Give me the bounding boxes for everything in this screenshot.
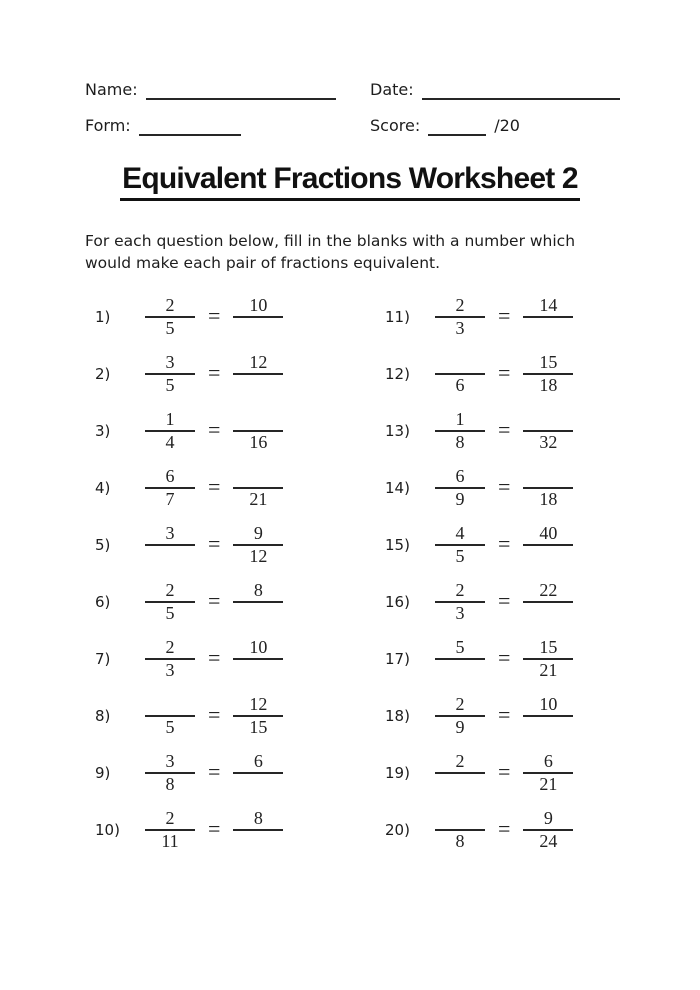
fraction-numerator: 14 (539, 294, 558, 315)
fraction-right (233, 295, 283, 339)
fraction-denominator: 8 (455, 431, 465, 452)
fraction-denominator: 3 (455, 602, 465, 623)
fraction-denominator: 11 (161, 830, 179, 851)
fraction-left (435, 808, 485, 852)
fraction-numerator (545, 466, 551, 487)
fraction-denominator (255, 603, 261, 624)
problem-label: 15) (385, 535, 410, 554)
fraction-denominator: 18 (539, 374, 558, 395)
fraction-left (435, 694, 485, 738)
fraction-right (523, 466, 573, 510)
fraction-denominator: 3 (455, 317, 465, 338)
date-blank-line (422, 84, 620, 100)
score-label: Score: (370, 116, 421, 135)
fraction-left (145, 580, 195, 624)
fraction-left (145, 523, 195, 567)
problem-row (95, 630, 355, 687)
equals-sign: = (498, 359, 511, 385)
fraction-denominator (255, 660, 261, 681)
problem-label: 20) (385, 820, 410, 839)
problem-row (95, 687, 355, 744)
fraction-right (523, 295, 573, 339)
fraction-numerator: 2 (165, 579, 175, 600)
fraction-right (523, 694, 573, 738)
fraction-denominator: 8 (455, 830, 465, 851)
fraction-right (523, 409, 573, 453)
equals-sign: = (208, 644, 221, 670)
problem-label: 6) (95, 592, 111, 611)
fraction-denominator (457, 660, 463, 681)
problem-row (385, 687, 645, 744)
fraction-right (233, 523, 283, 567)
fraction-denominator: 3 (165, 659, 175, 680)
problem-label: 14) (385, 478, 410, 497)
problem-label: 1) (95, 307, 111, 326)
fraction-denominator: 21 (539, 659, 558, 680)
equals-sign: = (498, 815, 511, 841)
fraction-numerator: 12 (249, 351, 268, 372)
fraction-numerator: 12 (249, 693, 268, 714)
equals-sign: = (498, 758, 511, 784)
header-section (0, 0, 700, 136)
fraction-right (523, 808, 573, 852)
fraction-left (435, 466, 485, 510)
problem-row (385, 459, 645, 516)
fraction-left (435, 751, 485, 795)
date-field (370, 80, 620, 100)
fraction-numerator: 9 (253, 522, 263, 543)
fraction-numerator: 1 (165, 408, 175, 429)
fraction-left (435, 352, 485, 396)
fraction-numerator: 6 (165, 465, 175, 486)
fraction-denominator: 5 (455, 545, 465, 566)
fraction-denominator: 21 (539, 773, 558, 794)
fraction-numerator: 6 (455, 465, 465, 486)
fraction-right (233, 409, 283, 453)
equals-sign: = (208, 758, 221, 784)
problem-row (385, 402, 645, 459)
problems-column-right (385, 288, 645, 858)
fraction-right (523, 751, 573, 795)
problem-label: 7) (95, 649, 111, 668)
fraction-denominator: 12 (249, 545, 268, 566)
fraction-numerator: 8 (253, 579, 263, 600)
problem-row (385, 630, 645, 687)
fraction-left (145, 352, 195, 396)
fraction-left (145, 466, 195, 510)
fraction-numerator (545, 409, 551, 430)
fraction-numerator: 22 (539, 579, 558, 600)
fraction-right (233, 751, 283, 795)
fraction-denominator (255, 774, 261, 795)
problem-row (95, 573, 355, 630)
fraction-numerator: 8 (253, 807, 263, 828)
fraction-left (435, 295, 485, 339)
equals-sign: = (208, 416, 221, 442)
form-label: Form: (85, 116, 131, 135)
fraction-right (523, 352, 573, 396)
problem-row (385, 573, 645, 630)
equals-sign: = (208, 530, 221, 556)
problem-label: 9) (95, 763, 111, 782)
equals-sign: = (498, 473, 511, 499)
fraction-numerator: 9 (543, 807, 553, 828)
fraction-numerator: 6 (543, 750, 553, 771)
problem-row (95, 801, 355, 858)
fraction-left (145, 409, 195, 453)
problem-row (95, 744, 355, 801)
worksheet-title: Equivalent Fractions Worksheet 2 (120, 162, 580, 201)
fraction-denominator (545, 603, 551, 624)
fraction-numerator: 10 (539, 693, 558, 714)
fraction-right (523, 523, 573, 567)
problem-row (385, 288, 645, 345)
fraction-denominator: 21 (249, 488, 268, 509)
fraction-numerator: 3 (165, 351, 175, 372)
fraction-denominator: 9 (455, 488, 465, 509)
equals-sign: = (498, 701, 511, 727)
form-blank-line (139, 120, 241, 136)
fraction-numerator: 4 (455, 522, 465, 543)
problems-grid (95, 288, 645, 858)
fraction-denominator: 5 (165, 602, 175, 623)
problem-label: 10) (95, 820, 120, 839)
problem-row (95, 516, 355, 573)
instructions-text: For each question below, fill in the blanks with a number which would make each pair of fractions equivalent. (85, 232, 576, 272)
fraction-numerator: 2 (165, 636, 175, 657)
fraction-left (145, 751, 195, 795)
fraction-numerator: 2 (455, 294, 465, 315)
equals-sign: = (208, 359, 221, 385)
fraction-right (523, 580, 573, 624)
problem-row (95, 459, 355, 516)
problem-row (385, 516, 645, 573)
fraction-denominator (167, 546, 173, 567)
name-field (85, 80, 370, 100)
problem-label: 4) (95, 478, 111, 497)
fraction-right (523, 637, 573, 681)
score-blank-line (428, 120, 486, 136)
fraction-left (145, 295, 195, 339)
fraction-numerator: 15 (539, 351, 558, 372)
problem-row (385, 744, 645, 801)
problem-row (95, 345, 355, 402)
problems-column-left (95, 288, 355, 858)
fraction-numerator: 2 (165, 807, 175, 828)
fraction-denominator: 18 (539, 488, 558, 509)
fraction-denominator (545, 318, 551, 339)
problem-row (385, 345, 645, 402)
fraction-numerator (255, 466, 261, 487)
fraction-left (435, 523, 485, 567)
form-field (85, 116, 370, 136)
fraction-numerator (457, 808, 463, 829)
score-field (370, 116, 612, 136)
header-row-1 (85, 80, 612, 100)
problem-label: 2) (95, 364, 111, 383)
fraction-left (145, 808, 195, 852)
fraction-denominator (255, 375, 261, 396)
fraction-numerator: 10 (249, 294, 268, 315)
fraction-numerator: 2 (165, 294, 175, 315)
fraction-left (435, 580, 485, 624)
problem-label: 11) (385, 307, 410, 326)
fraction-denominator (255, 831, 261, 852)
problem-label: 8) (95, 706, 111, 725)
problem-label: 17) (385, 649, 410, 668)
fraction-denominator: 15 (249, 716, 268, 737)
fraction-numerator: 5 (455, 636, 465, 657)
problem-row (95, 402, 355, 459)
fraction-denominator: 24 (539, 830, 558, 851)
equals-sign: = (498, 587, 511, 613)
problem-row (95, 288, 355, 345)
fraction-right (233, 808, 283, 852)
fraction-denominator: 5 (165, 374, 175, 395)
equals-sign: = (208, 815, 221, 841)
equals-sign: = (498, 416, 511, 442)
equals-sign: = (498, 644, 511, 670)
fraction-numerator: 1 (455, 408, 465, 429)
fraction-denominator (457, 774, 463, 795)
fraction-numerator: 40 (539, 522, 558, 543)
problem-row (385, 801, 645, 858)
problem-label: 5) (95, 535, 111, 554)
fraction-denominator (255, 318, 261, 339)
fraction-left (145, 637, 195, 681)
equals-sign: = (208, 701, 221, 727)
fraction-right (233, 694, 283, 738)
fraction-denominator: 8 (165, 773, 175, 794)
fraction-numerator (255, 409, 261, 430)
date-label: Date: (370, 80, 414, 99)
problem-label: 13) (385, 421, 410, 440)
fraction-numerator (167, 694, 173, 715)
score-total: /20 (494, 116, 520, 135)
fraction-numerator: 3 (165, 750, 175, 771)
fraction-numerator (457, 352, 463, 373)
fraction-numerator: 2 (455, 750, 465, 771)
problem-label: 19) (385, 763, 410, 782)
fraction-left (145, 694, 195, 738)
fraction-numerator: 3 (165, 522, 175, 543)
fraction-left (435, 637, 485, 681)
equals-sign: = (208, 302, 221, 328)
fraction-numerator: 15 (539, 636, 558, 657)
equals-sign: = (498, 530, 511, 556)
fraction-numerator: 6 (253, 750, 263, 771)
title-section (0, 162, 700, 201)
fraction-left (435, 409, 485, 453)
fraction-right (233, 637, 283, 681)
fraction-denominator: 6 (455, 374, 465, 395)
fraction-right (233, 580, 283, 624)
fraction-denominator: 5 (165, 716, 175, 737)
header-row-2 (85, 116, 612, 136)
fraction-denominator (545, 546, 551, 567)
fraction-denominator: 16 (249, 431, 268, 452)
fraction-denominator (545, 717, 551, 738)
problem-label: 16) (385, 592, 410, 611)
problem-label: 3) (95, 421, 111, 440)
fraction-denominator: 32 (539, 431, 558, 452)
name-label: Name: (85, 80, 138, 99)
equals-sign: = (498, 302, 511, 328)
fraction-numerator: 2 (455, 693, 465, 714)
fraction-numerator: 2 (455, 579, 465, 600)
equals-sign: = (208, 587, 221, 613)
problem-label: 18) (385, 706, 410, 725)
problem-label: 12) (385, 364, 410, 383)
fraction-denominator: 5 (165, 317, 175, 338)
fraction-denominator: 7 (165, 488, 175, 509)
fraction-right (233, 352, 283, 396)
name-blank-line (146, 84, 336, 100)
fraction-numerator: 10 (249, 636, 268, 657)
equals-sign: = (208, 473, 221, 499)
fraction-denominator: 9 (455, 716, 465, 737)
fraction-denominator: 4 (165, 431, 175, 452)
fraction-right (233, 466, 283, 510)
